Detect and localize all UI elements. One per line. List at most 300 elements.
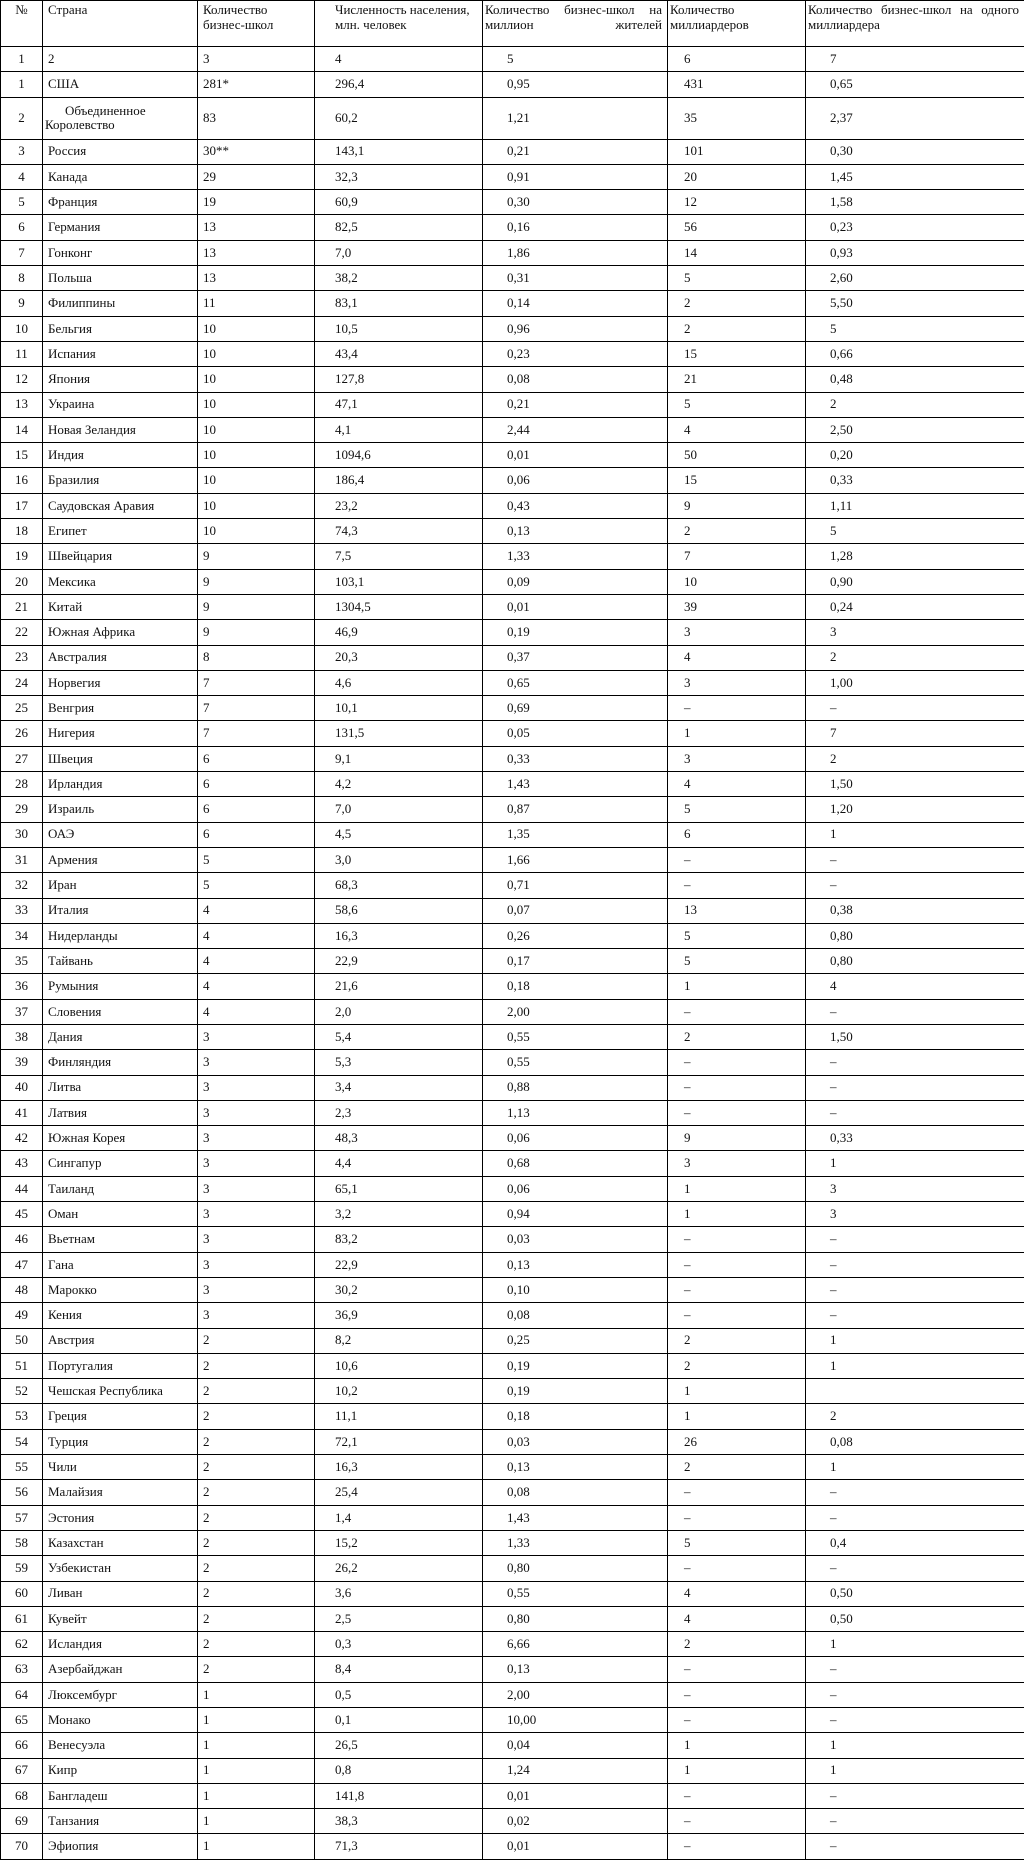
country-name: Кувейт xyxy=(43,1606,198,1631)
country-name: Эфиопия xyxy=(43,1834,198,1859)
billionaires-count: 13 xyxy=(668,898,806,923)
schools-per-million-value: 0,88 xyxy=(483,1075,668,1100)
country-name: Бразилия xyxy=(43,468,198,493)
schools-per-billionaire-value: 2 xyxy=(806,1404,1024,1429)
country-name: Гана xyxy=(43,1252,198,1277)
billionaires-count: – xyxy=(668,1682,806,1707)
billionaires-count: 5 xyxy=(668,949,806,974)
business-schools-count: 1 xyxy=(198,1708,315,1733)
population-value: 10,6 xyxy=(315,1353,483,1378)
billionaires-count: – xyxy=(668,1303,806,1328)
schools-per-million-value: 1,21 xyxy=(483,97,668,139)
billionaires-count: 14 xyxy=(668,240,806,265)
billionaires-count: – xyxy=(668,1505,806,1530)
row-number: 19 xyxy=(1,544,43,569)
column-number: 3 xyxy=(198,47,315,72)
table-row xyxy=(1,1530,1024,1555)
row-number: 31 xyxy=(1,847,43,872)
table-row xyxy=(1,1733,1024,1758)
row-number: 67 xyxy=(1,1758,43,1783)
business-schools-count: 3 xyxy=(198,1277,315,1302)
billionaires-count: 5 xyxy=(668,797,806,822)
schools-per-million-value: 0,03 xyxy=(483,1227,668,1252)
business-schools-count: 3 xyxy=(198,1252,315,1277)
country-name: Египет xyxy=(43,519,198,544)
row-number: 20 xyxy=(1,569,43,594)
column-number-row xyxy=(1,47,1024,72)
country-name: Узбекистан xyxy=(43,1556,198,1581)
country-name: Латвия xyxy=(43,1100,198,1125)
schools-per-million-value: 0,71 xyxy=(483,873,668,898)
business-schools-count: 6 xyxy=(198,822,315,847)
billionaires-count: – xyxy=(668,1050,806,1075)
schools-per-billionaire-value: 2 xyxy=(806,392,1024,417)
billionaires-count: 2 xyxy=(668,1632,806,1657)
schools-per-billionaire-value: 1 xyxy=(806,1353,1024,1378)
billionaires-count: 4 xyxy=(668,1606,806,1631)
population-value: 30,2 xyxy=(315,1277,483,1302)
table-row xyxy=(1,1682,1024,1707)
schools-per-billionaire-value: – xyxy=(806,1708,1024,1733)
schools-per-billionaire-value: 4 xyxy=(806,974,1024,999)
billionaires-count: 2 xyxy=(668,291,806,316)
business-schools-count: 3 xyxy=(198,1050,315,1075)
row-number: 8 xyxy=(1,266,43,291)
country-name: Мексика xyxy=(43,569,198,594)
business-schools-count: 7 xyxy=(198,670,315,695)
row-number: 43 xyxy=(1,1151,43,1176)
table-row xyxy=(1,847,1024,872)
country-name: Австралия xyxy=(43,645,198,670)
schools-per-billionaire-value: – xyxy=(806,1227,1024,1252)
population-value: 22,9 xyxy=(315,1252,483,1277)
schools-per-billionaire-value: 0,48 xyxy=(806,367,1024,392)
header-population: Численность населения, млн. человек xyxy=(315,1,483,47)
billionaires-count: 21 xyxy=(668,367,806,392)
schools-per-billionaire-value: 1,58 xyxy=(806,190,1024,215)
country-name: Марокко xyxy=(43,1277,198,1302)
billionaires-count: – xyxy=(668,1657,806,1682)
country-name: Эстония xyxy=(43,1505,198,1530)
business-schools-count: 1 xyxy=(198,1733,315,1758)
table-row xyxy=(1,999,1024,1024)
business-schools-count: 1 xyxy=(198,1758,315,1783)
row-number: 47 xyxy=(1,1252,43,1277)
country-name: Испания xyxy=(43,341,198,366)
population-value: 1304,5 xyxy=(315,594,483,619)
table-row xyxy=(1,1480,1024,1505)
row-number: 30 xyxy=(1,822,43,847)
country-name: Израиль xyxy=(43,797,198,822)
row-number: 32 xyxy=(1,873,43,898)
schools-per-billionaire-value: 2 xyxy=(806,746,1024,771)
schools-per-billionaire-value: 1,11 xyxy=(806,493,1024,518)
billionaires-count: 2 xyxy=(668,1024,806,1049)
billionaires-count: – xyxy=(668,847,806,872)
billionaires-count: 7 xyxy=(668,544,806,569)
business-schools-count: 11 xyxy=(198,291,315,316)
billionaires-count: 5 xyxy=(668,266,806,291)
business-schools-count: 3 xyxy=(198,1126,315,1151)
row-number: 25 xyxy=(1,696,43,721)
billionaires-count: 1 xyxy=(668,1202,806,1227)
population-value: 4,1 xyxy=(315,417,483,442)
schools-per-million-value: 0,05 xyxy=(483,721,668,746)
table-row xyxy=(1,1632,1024,1657)
schools-per-billionaire-value: 0,93 xyxy=(806,240,1024,265)
schools-per-billionaire-value: 0,66 xyxy=(806,341,1024,366)
country-name: Греция xyxy=(43,1404,198,1429)
business-schools-count: 7 xyxy=(198,721,315,746)
table-row xyxy=(1,164,1024,189)
business-schools-count: 3 xyxy=(198,1151,315,1176)
schools-per-million-value: 1,86 xyxy=(483,240,668,265)
schools-per-million-value: 0,01 xyxy=(483,1783,668,1808)
table-row xyxy=(1,1075,1024,1100)
schools-per-million-value: 0,08 xyxy=(483,1303,668,1328)
business-schools-count: 19 xyxy=(198,190,315,215)
table-row xyxy=(1,468,1024,493)
population-value: 3,4 xyxy=(315,1075,483,1100)
row-number: 18 xyxy=(1,519,43,544)
billionaires-count: – xyxy=(668,1227,806,1252)
schools-per-million-value: 0,13 xyxy=(483,519,668,544)
population-value: 74,3 xyxy=(315,519,483,544)
population-value: 83,2 xyxy=(315,1227,483,1252)
population-value: 8,4 xyxy=(315,1657,483,1682)
schools-per-billionaire-value: – xyxy=(806,1252,1024,1277)
table-row xyxy=(1,670,1024,695)
billionaires-count: 15 xyxy=(668,341,806,366)
business-schools-count: 2 xyxy=(198,1657,315,1682)
schools-per-million-value: 0,37 xyxy=(483,645,668,670)
schools-per-million-value: 0,96 xyxy=(483,316,668,341)
country-name: Азербайджан xyxy=(43,1657,198,1682)
table-row xyxy=(1,1100,1024,1125)
population-value: 23,2 xyxy=(315,493,483,518)
schools-per-million-value: 0,30 xyxy=(483,190,668,215)
schools-per-million-value: 0,23 xyxy=(483,341,668,366)
billionaires-count: 2 xyxy=(668,316,806,341)
business-schools-count: 3 xyxy=(198,1227,315,1252)
header-schools-per-million: Количество бизнес-школ на миллион жителей xyxy=(483,1,668,47)
schools-per-million-value: 0,21 xyxy=(483,392,668,417)
business-schools-count: 2 xyxy=(198,1606,315,1631)
business-schools-count: 7 xyxy=(198,696,315,721)
country-name: Италия xyxy=(43,898,198,923)
row-number: 42 xyxy=(1,1126,43,1151)
business-schools-count: 2 xyxy=(198,1328,315,1353)
population-value: 10,1 xyxy=(315,696,483,721)
schools-per-billionaire-value: – xyxy=(806,696,1024,721)
population-value: 15,2 xyxy=(315,1530,483,1555)
population-value: 0,1 xyxy=(315,1708,483,1733)
schools-per-billionaire-value: 1 xyxy=(806,1733,1024,1758)
row-number: 39 xyxy=(1,1050,43,1075)
billionaires-count: 39 xyxy=(668,594,806,619)
schools-per-million-value: 0,80 xyxy=(483,1556,668,1581)
billionaires-count: 5 xyxy=(668,923,806,948)
row-number: 23 xyxy=(1,645,43,670)
population-value: 58,6 xyxy=(315,898,483,923)
business-schools-count: 2 xyxy=(198,1581,315,1606)
schools-per-million-value: 0,01 xyxy=(483,443,668,468)
population-value: 0,8 xyxy=(315,1758,483,1783)
row-number: 44 xyxy=(1,1176,43,1201)
business-schools-count: 5 xyxy=(198,847,315,872)
schools-per-million-value: 0,09 xyxy=(483,569,668,594)
population-value: 296,4 xyxy=(315,72,483,97)
schools-per-billionaire-value: 0,65 xyxy=(806,72,1024,97)
header-country: Страна xyxy=(43,1,198,47)
row-number: 12 xyxy=(1,367,43,392)
population-value: 11,1 xyxy=(315,1404,483,1429)
row-number: 48 xyxy=(1,1277,43,1302)
schools-per-million-value: 1,43 xyxy=(483,772,668,797)
population-value: 127,8 xyxy=(315,367,483,392)
row-number: 46 xyxy=(1,1227,43,1252)
schools-per-million-value: 0,18 xyxy=(483,974,668,999)
country-name: Оман xyxy=(43,1202,198,1227)
billionaires-count: 2 xyxy=(668,1353,806,1378)
table-row xyxy=(1,1050,1024,1075)
table-row xyxy=(1,696,1024,721)
business-schools-count: 29 xyxy=(198,164,315,189)
table-row xyxy=(1,1783,1024,1808)
schools-per-billionaire-value: 1,50 xyxy=(806,1024,1024,1049)
schools-per-billionaire-value: 0,30 xyxy=(806,139,1024,164)
table-row xyxy=(1,1581,1024,1606)
country-name: Чили xyxy=(43,1455,198,1480)
business-schools-count: 10 xyxy=(198,367,315,392)
billionaires-count: – xyxy=(668,999,806,1024)
table-row xyxy=(1,341,1024,366)
business-schools-count: 10 xyxy=(198,341,315,366)
business-schools-count: 10 xyxy=(198,443,315,468)
billionaires-count: 1 xyxy=(668,1379,806,1404)
billionaires-count: 50 xyxy=(668,443,806,468)
row-number: 13 xyxy=(1,392,43,417)
schools-per-billionaire-value: – xyxy=(806,1100,1024,1125)
billionaires-count: – xyxy=(668,1480,806,1505)
schools-per-million-value: 2,00 xyxy=(483,999,668,1024)
row-number: 26 xyxy=(1,721,43,746)
country-name: Литва xyxy=(43,1075,198,1100)
row-number: 9 xyxy=(1,291,43,316)
row-number: 6 xyxy=(1,215,43,240)
billionaires-count: 9 xyxy=(668,493,806,518)
schools-per-million-value: 1,33 xyxy=(483,544,668,569)
schools-per-million-value: 0,94 xyxy=(483,1202,668,1227)
column-number: 6 xyxy=(668,47,806,72)
schools-per-million-value: 0,19 xyxy=(483,1379,668,1404)
row-number: 54 xyxy=(1,1429,43,1454)
row-number: 34 xyxy=(1,923,43,948)
population-value: 46,9 xyxy=(315,620,483,645)
column-number: 2 xyxy=(43,47,198,72)
billionaires-count: – xyxy=(668,1783,806,1808)
country-name: Украина xyxy=(43,392,198,417)
country-name: Чешская Республика xyxy=(43,1379,198,1404)
population-value: 7,0 xyxy=(315,240,483,265)
header-number: № xyxy=(1,1,43,47)
table-row xyxy=(1,898,1024,923)
billionaires-count: 12 xyxy=(668,190,806,215)
schools-per-billionaire-value: – xyxy=(806,847,1024,872)
schools-per-billionaire-value: 1,45 xyxy=(806,164,1024,189)
business-schools-count: 3 xyxy=(198,1303,315,1328)
population-value: 4,4 xyxy=(315,1151,483,1176)
business-schools-count: 2 xyxy=(198,1404,315,1429)
schools-per-billionaire-value: 1,20 xyxy=(806,797,1024,822)
country-name: Румыния xyxy=(43,974,198,999)
population-value: 38,2 xyxy=(315,266,483,291)
schools-per-million-value: 0,87 xyxy=(483,797,668,822)
schools-per-billionaire-value: 3 xyxy=(806,620,1024,645)
schools-per-billionaire-value: 0,24 xyxy=(806,594,1024,619)
billionaires-count: 2 xyxy=(668,1455,806,1480)
row-number: 7 xyxy=(1,240,43,265)
table-row xyxy=(1,772,1024,797)
schools-per-million-value: 0,10 xyxy=(483,1277,668,1302)
billionaires-count: – xyxy=(668,1100,806,1125)
business-schools-count: 3 xyxy=(198,1075,315,1100)
country-name: Бельгия xyxy=(43,316,198,341)
billionaires-count: 1 xyxy=(668,974,806,999)
country-name: Малайзия xyxy=(43,1480,198,1505)
schools-per-billionaire-value: – xyxy=(806,1556,1024,1581)
schools-per-billionaire-value: 0,50 xyxy=(806,1581,1024,1606)
table-row xyxy=(1,1606,1024,1631)
schools-per-million-value: 0,69 xyxy=(483,696,668,721)
business-schools-count: 4 xyxy=(198,999,315,1024)
population-value: 65,1 xyxy=(315,1176,483,1201)
billionaires-count: 4 xyxy=(668,1581,806,1606)
schools-per-billionaire-value: – xyxy=(806,1809,1024,1834)
population-value: 131,5 xyxy=(315,721,483,746)
table-row xyxy=(1,1657,1024,1682)
schools-per-million-value: 0,04 xyxy=(483,1733,668,1758)
row-number: 38 xyxy=(1,1024,43,1049)
country-name: Турция xyxy=(43,1429,198,1454)
country-name: Ирландия xyxy=(43,772,198,797)
business-schools-count: 10 xyxy=(198,519,315,544)
schools-per-billionaire-value: 2,37 xyxy=(806,97,1024,139)
row-number: 66 xyxy=(1,1733,43,1758)
table-row xyxy=(1,1404,1024,1429)
column-number: 5 xyxy=(483,47,668,72)
schools-per-million-value: 0,08 xyxy=(483,367,668,392)
row-number: 68 xyxy=(1,1783,43,1808)
population-value: 16,3 xyxy=(315,1455,483,1480)
table-row xyxy=(1,266,1024,291)
population-value: 103,1 xyxy=(315,569,483,594)
country-name: Венгрия xyxy=(43,696,198,721)
billionaires-count: 4 xyxy=(668,417,806,442)
business-schools-count: 6 xyxy=(198,797,315,822)
business-schools-count: 2 xyxy=(198,1353,315,1378)
country-name: Ливан xyxy=(43,1581,198,1606)
billionaires-count: 20 xyxy=(668,164,806,189)
population-value: 36,9 xyxy=(315,1303,483,1328)
billionaires-count: 3 xyxy=(668,620,806,645)
business-schools-count: 6 xyxy=(198,746,315,771)
population-value: 4,2 xyxy=(315,772,483,797)
schools-per-billionaire-value: 2 xyxy=(806,645,1024,670)
row-number: 28 xyxy=(1,772,43,797)
schools-per-million-value: 0,13 xyxy=(483,1657,668,1682)
population-value: 0,5 xyxy=(315,1682,483,1707)
billionaires-count: 2 xyxy=(668,1328,806,1353)
country-name: Австрия xyxy=(43,1328,198,1353)
country-name: Германия xyxy=(43,215,198,240)
country-name: США xyxy=(43,72,198,97)
country-name: Южная Корея xyxy=(43,1126,198,1151)
business-schools-count: 2 xyxy=(198,1480,315,1505)
table-row xyxy=(1,873,1024,898)
schools-per-billionaire-value: 1,28 xyxy=(806,544,1024,569)
population-value: 141,8 xyxy=(315,1783,483,1808)
row-number: 51 xyxy=(1,1353,43,1378)
country-name: Франция xyxy=(43,190,198,215)
row-number: 35 xyxy=(1,949,43,974)
population-value: 68,3 xyxy=(315,873,483,898)
billionaires-count: 9 xyxy=(668,1126,806,1151)
schools-per-billionaire-value: 0,20 xyxy=(806,443,1024,468)
population-value: 47,1 xyxy=(315,392,483,417)
country-name: Нигерия xyxy=(43,721,198,746)
billionaires-count: 3 xyxy=(668,670,806,695)
row-number: 62 xyxy=(1,1632,43,1657)
business-schools-count: 9 xyxy=(198,569,315,594)
schools-per-million-value: 0,08 xyxy=(483,1480,668,1505)
country-name: Монако xyxy=(43,1708,198,1733)
billionaires-count: 3 xyxy=(668,746,806,771)
table-row xyxy=(1,417,1024,442)
population-value: 60,9 xyxy=(315,190,483,215)
country-name: Кения xyxy=(43,1303,198,1328)
table-row xyxy=(1,1429,1024,1454)
schools-per-billionaire-value: 0,33 xyxy=(806,468,1024,493)
schools-per-million-value: 0,33 xyxy=(483,746,668,771)
country-name: Япония xyxy=(43,367,198,392)
schools-per-million-value: 2,00 xyxy=(483,1682,668,1707)
schools-per-million-value: 0,68 xyxy=(483,1151,668,1176)
row-number: 64 xyxy=(1,1682,43,1707)
business-schools-count: 30** xyxy=(198,139,315,164)
row-number: 56 xyxy=(1,1480,43,1505)
table-row xyxy=(1,822,1024,847)
schools-per-billionaire-value: 0,90 xyxy=(806,569,1024,594)
schools-per-billionaire-value: 1 xyxy=(806,1455,1024,1480)
business-schools-count: 3 xyxy=(198,1100,315,1125)
schools-per-billionaire-value: 0,80 xyxy=(806,949,1024,974)
column-number: 7 xyxy=(806,47,1024,72)
population-value: 3,2 xyxy=(315,1202,483,1227)
billionaires-count: 26 xyxy=(668,1429,806,1454)
row-number: 15 xyxy=(1,443,43,468)
business-schools-count: 4 xyxy=(198,974,315,999)
country-name: Нидерланды xyxy=(43,923,198,948)
schools-per-million-value: 0,31 xyxy=(483,266,668,291)
population-value: 60,2 xyxy=(315,97,483,139)
business-schools-count: 4 xyxy=(198,923,315,948)
business-schools-count: 4 xyxy=(198,949,315,974)
schools-per-million-value: 1,13 xyxy=(483,1100,668,1125)
population-value: 9,1 xyxy=(315,746,483,771)
billionaires-count: 4 xyxy=(668,645,806,670)
table-row xyxy=(1,316,1024,341)
